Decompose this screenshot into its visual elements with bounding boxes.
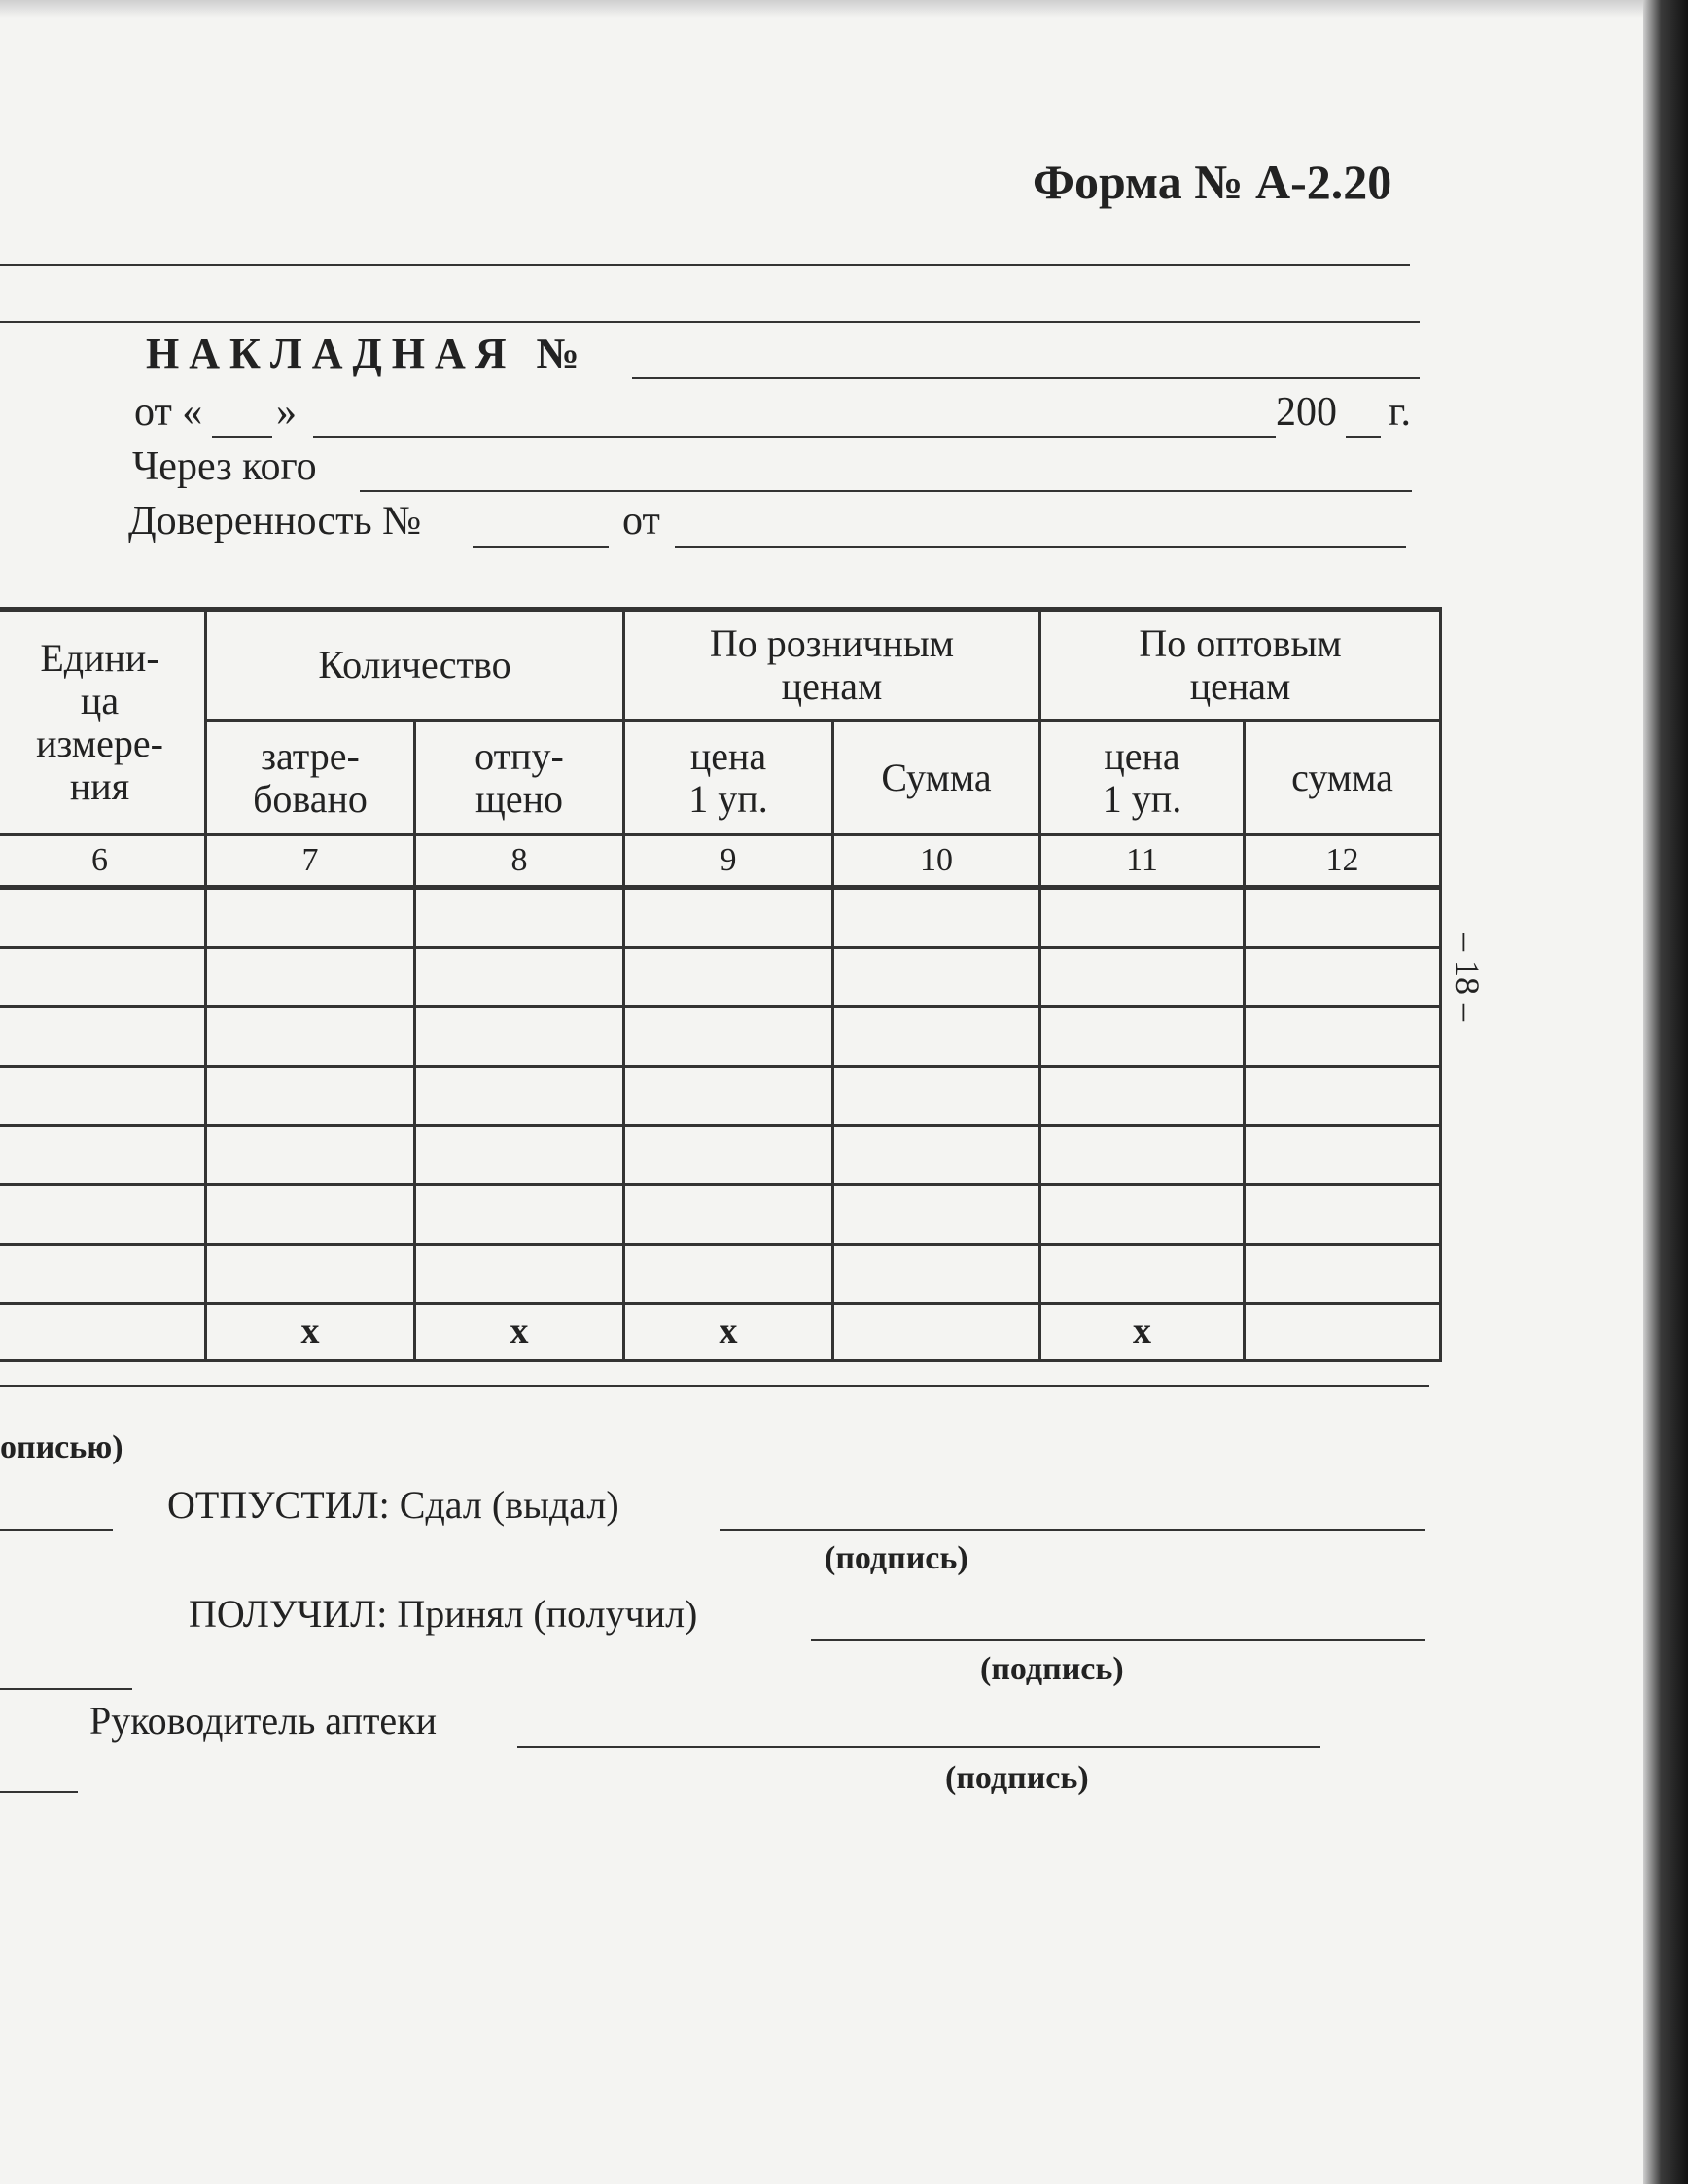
date-prefix: от « [134,390,203,435]
head-signature-line [517,1746,1320,1748]
header-wholesale: По оптовым ценам [1040,610,1441,721]
column-number: 10 [833,835,1040,888]
page-edge-shadow [1643,0,1688,2184]
left-partial-line-3 [0,1791,78,1793]
received-signature-line [811,1639,1425,1641]
column-number: 9 [624,835,833,888]
power-of-attorney-date-line [675,546,1406,548]
received-caption: (подпись) [980,1651,1124,1687]
blank-line-below-table [0,1385,1429,1387]
released-caption: (подпись) [825,1540,968,1576]
header-wholesale-sum: сумма [1245,721,1441,835]
header-quantity: Количество [206,610,624,721]
through-whom-label: Через кого [132,444,317,489]
received-label: ПОЛУЧИЛ: Принял (получил) [189,1592,698,1636]
head-label: Руководитель аптеки [89,1699,438,1743]
released-signature-line [720,1529,1425,1531]
power-of-attorney-label: Доверенность № [128,499,422,544]
total-cell [0,1304,206,1361]
power-of-attorney-number-line [473,546,609,548]
table-row [0,888,1441,948]
partial-left-caption: описью) [0,1429,123,1465]
date-close-quote: » [276,390,297,435]
column-number: 12 [1245,835,1441,888]
left-partial-line-2 [0,1688,132,1690]
table-row [0,1245,1441,1304]
doc-title: НАКЛАДНАЯ № [146,330,589,377]
year-line [1346,436,1381,438]
header-requested: затре- бовано [206,721,415,835]
day-line [212,436,272,438]
year-prefix: 200 [1276,390,1337,435]
table-row [0,1185,1441,1245]
total-cell [1245,1304,1441,1361]
header-retail-sum: Сумма [833,721,1040,835]
left-partial-line-1 [0,1529,113,1531]
header-retail-price: цена 1 уп. [624,721,833,835]
total-row [0,1304,1441,1361]
total-cell: x [206,1304,415,1361]
total-cell: x [415,1304,624,1361]
header-wholesale-price: цена 1 уп. [1040,721,1245,835]
month-line [313,436,1276,438]
column-number: 6 [0,835,206,888]
head-caption: (подпись) [945,1760,1089,1796]
header-unit: Едини- ца измере- ния [0,610,206,835]
total-cell: x [1040,1304,1245,1361]
blank-line-2 [0,321,1420,323]
doc-number-line [632,377,1420,379]
total-cell: x [624,1304,833,1361]
page-shadow-top [0,0,1688,18]
released-label: ОТПУСТИЛ: Сдал (выдал) [167,1483,619,1527]
blank-line-1 [0,264,1410,266]
table-row [0,1126,1441,1185]
column-number: 7 [206,835,415,888]
table-row [0,1007,1441,1067]
table-row [0,1067,1441,1126]
header-released: отпу- щено [415,721,624,835]
column-number: 11 [1040,835,1245,888]
form-number: Форма № А-2.20 [1033,155,1392,209]
power-of-attorney-from-label: от [622,499,660,544]
table-row [0,948,1441,1007]
column-number: 8 [415,835,624,888]
goods-table [0,607,1442,1362]
header-retail: По розничным ценам [624,610,1040,721]
through-whom-line [360,490,1412,492]
page-number: – 18 – [1448,933,1487,1021]
year-suffix: г. [1389,390,1411,435]
total-cell [833,1304,1040,1361]
